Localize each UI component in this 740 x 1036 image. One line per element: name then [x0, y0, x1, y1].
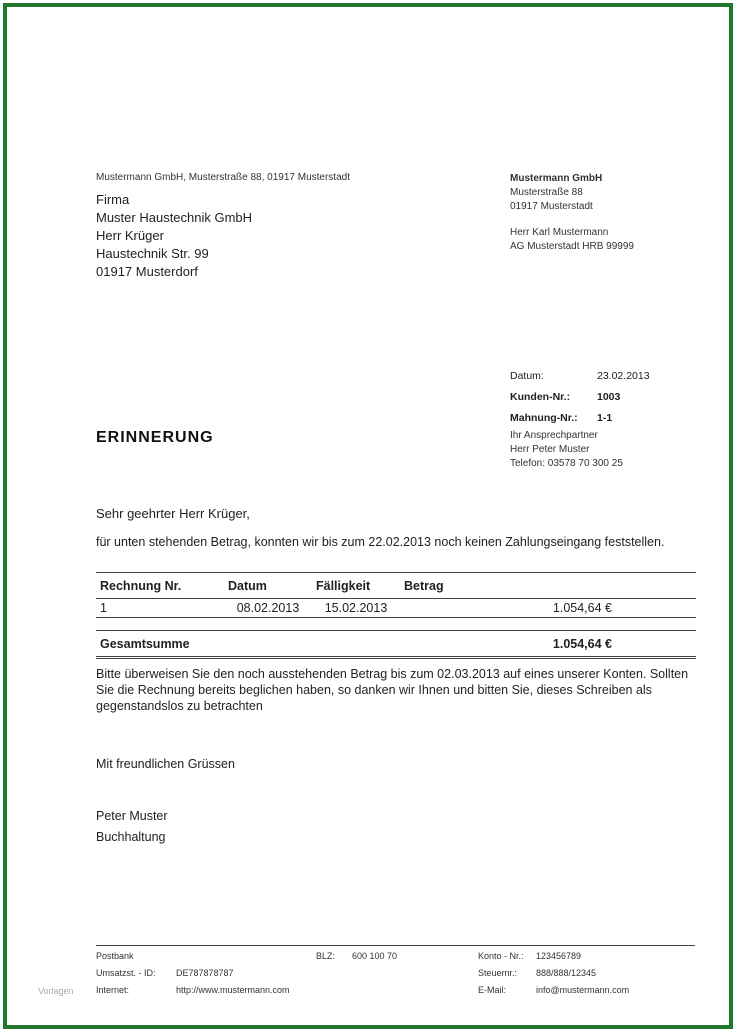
recipient-line: Muster Haustechnik GmbH	[96, 210, 253, 225]
signer-department: Buchhaltung	[96, 830, 166, 844]
recipient-line: Herr Krüger	[96, 228, 164, 243]
footer	[96, 948, 696, 999]
sender-address-line: Mustermann GmbH, Musterstraße 88, 01917 Musterstadt	[96, 172, 350, 183]
contact-label: Ihr Ansprechpartner	[510, 430, 598, 441]
internet-label: Internet:	[96, 985, 130, 995]
signer-name: Peter Muster	[96, 809, 168, 823]
tax-number-value: 888/888/12345	[536, 968, 597, 978]
customer-number-label: Kunden-Nr.:	[510, 390, 571, 403]
cell-invoice-number: 1	[96, 599, 224, 618]
dunning-number-label: Mahnung-Nr.:	[510, 411, 578, 424]
company-street: Musterstraße 88	[510, 187, 583, 198]
total-label: Gesamtsumme	[96, 631, 400, 658]
total-value: 1.054,64 €	[400, 631, 696, 658]
total-row	[96, 631, 696, 658]
payment-request-text: Bitte überweisen Sie den noch ausstehenden Betrag bis zum 02.03.2013 auf eines unserer Konten. Sollten Sie die Rechnung bereits beglichen haben, so danken wir Ihnen und bitten Sie, dieses Schreiben als gegenstandslos zu betrachten	[96, 667, 689, 713]
date-value: 23.02.2013	[597, 369, 650, 382]
blz-label: BLZ:	[316, 951, 336, 961]
recipient-line: Haustechnik Str. 99	[96, 246, 209, 261]
contact-person	[510, 429, 623, 471]
company-city: 01917 Musterstadt	[510, 201, 593, 212]
company-person: Herr Karl Mustermann	[510, 227, 609, 238]
account-value: 123456789	[536, 951, 582, 961]
cell-amount: 1.054,64 €	[400, 599, 696, 618]
website-link[interactable]: http://www.mustermann.com	[176, 985, 290, 995]
account-label: Konto - Nr.:	[478, 951, 524, 961]
bank-label: Postbank	[96, 951, 134, 961]
column-header-amount: Betrag	[400, 573, 696, 599]
invoice-table	[96, 572, 696, 659]
blz-value: 600 100 70	[352, 951, 398, 961]
closing-greeting: Mit freundlichen Grüssen	[96, 757, 235, 771]
tax-number-label: Steuernr.:	[478, 968, 518, 978]
company-register: AG Musterstadt HRB 99999	[510, 241, 634, 252]
customer-number-value: 1003	[597, 390, 621, 403]
document-title: ERINNERUNG	[96, 429, 214, 446]
company-info	[510, 172, 634, 254]
date-label: Datum:	[510, 369, 544, 382]
salutation: Sehr geehrter Herr Krüger,	[96, 506, 250, 521]
vat-id-label: Umsatzst. - ID:	[96, 968, 156, 978]
watermark: Vorlagen	[38, 986, 74, 996]
contact-phone: Telefon: 03578 70 300 25	[510, 458, 623, 469]
contact-name: Herr Peter Muster	[510, 444, 590, 455]
recipient-address	[96, 191, 252, 281]
table-row	[96, 599, 696, 618]
document-meta	[510, 365, 650, 428]
email-label: E-Mail:	[478, 985, 507, 995]
signature-block	[96, 806, 168, 848]
cell-date: 08.02.2013	[224, 599, 312, 618]
intro-text: für unten stehenden Betrag, konnten wir bis zum 22.02.2013 noch keinen Zahlungseingang feststellen.	[96, 535, 665, 549]
cell-due-date: 15.02.2013	[312, 599, 400, 618]
footer-divider	[96, 945, 695, 946]
dunning-number-value: 1-1	[597, 411, 613, 424]
column-header-date: Datum	[224, 573, 312, 599]
recipient-line: Firma	[96, 192, 130, 207]
email-link[interactable]: info@mustermann.com	[536, 985, 630, 995]
vat-id-value: DE787878787	[176, 968, 234, 978]
recipient-line: 01917 Musterdorf	[96, 264, 198, 279]
company-name: Mustermann GmbH	[510, 173, 603, 184]
column-header-due-date: Fälligkeit	[312, 573, 400, 599]
column-header-invoice-number: Rechnung Nr.	[96, 573, 224, 599]
